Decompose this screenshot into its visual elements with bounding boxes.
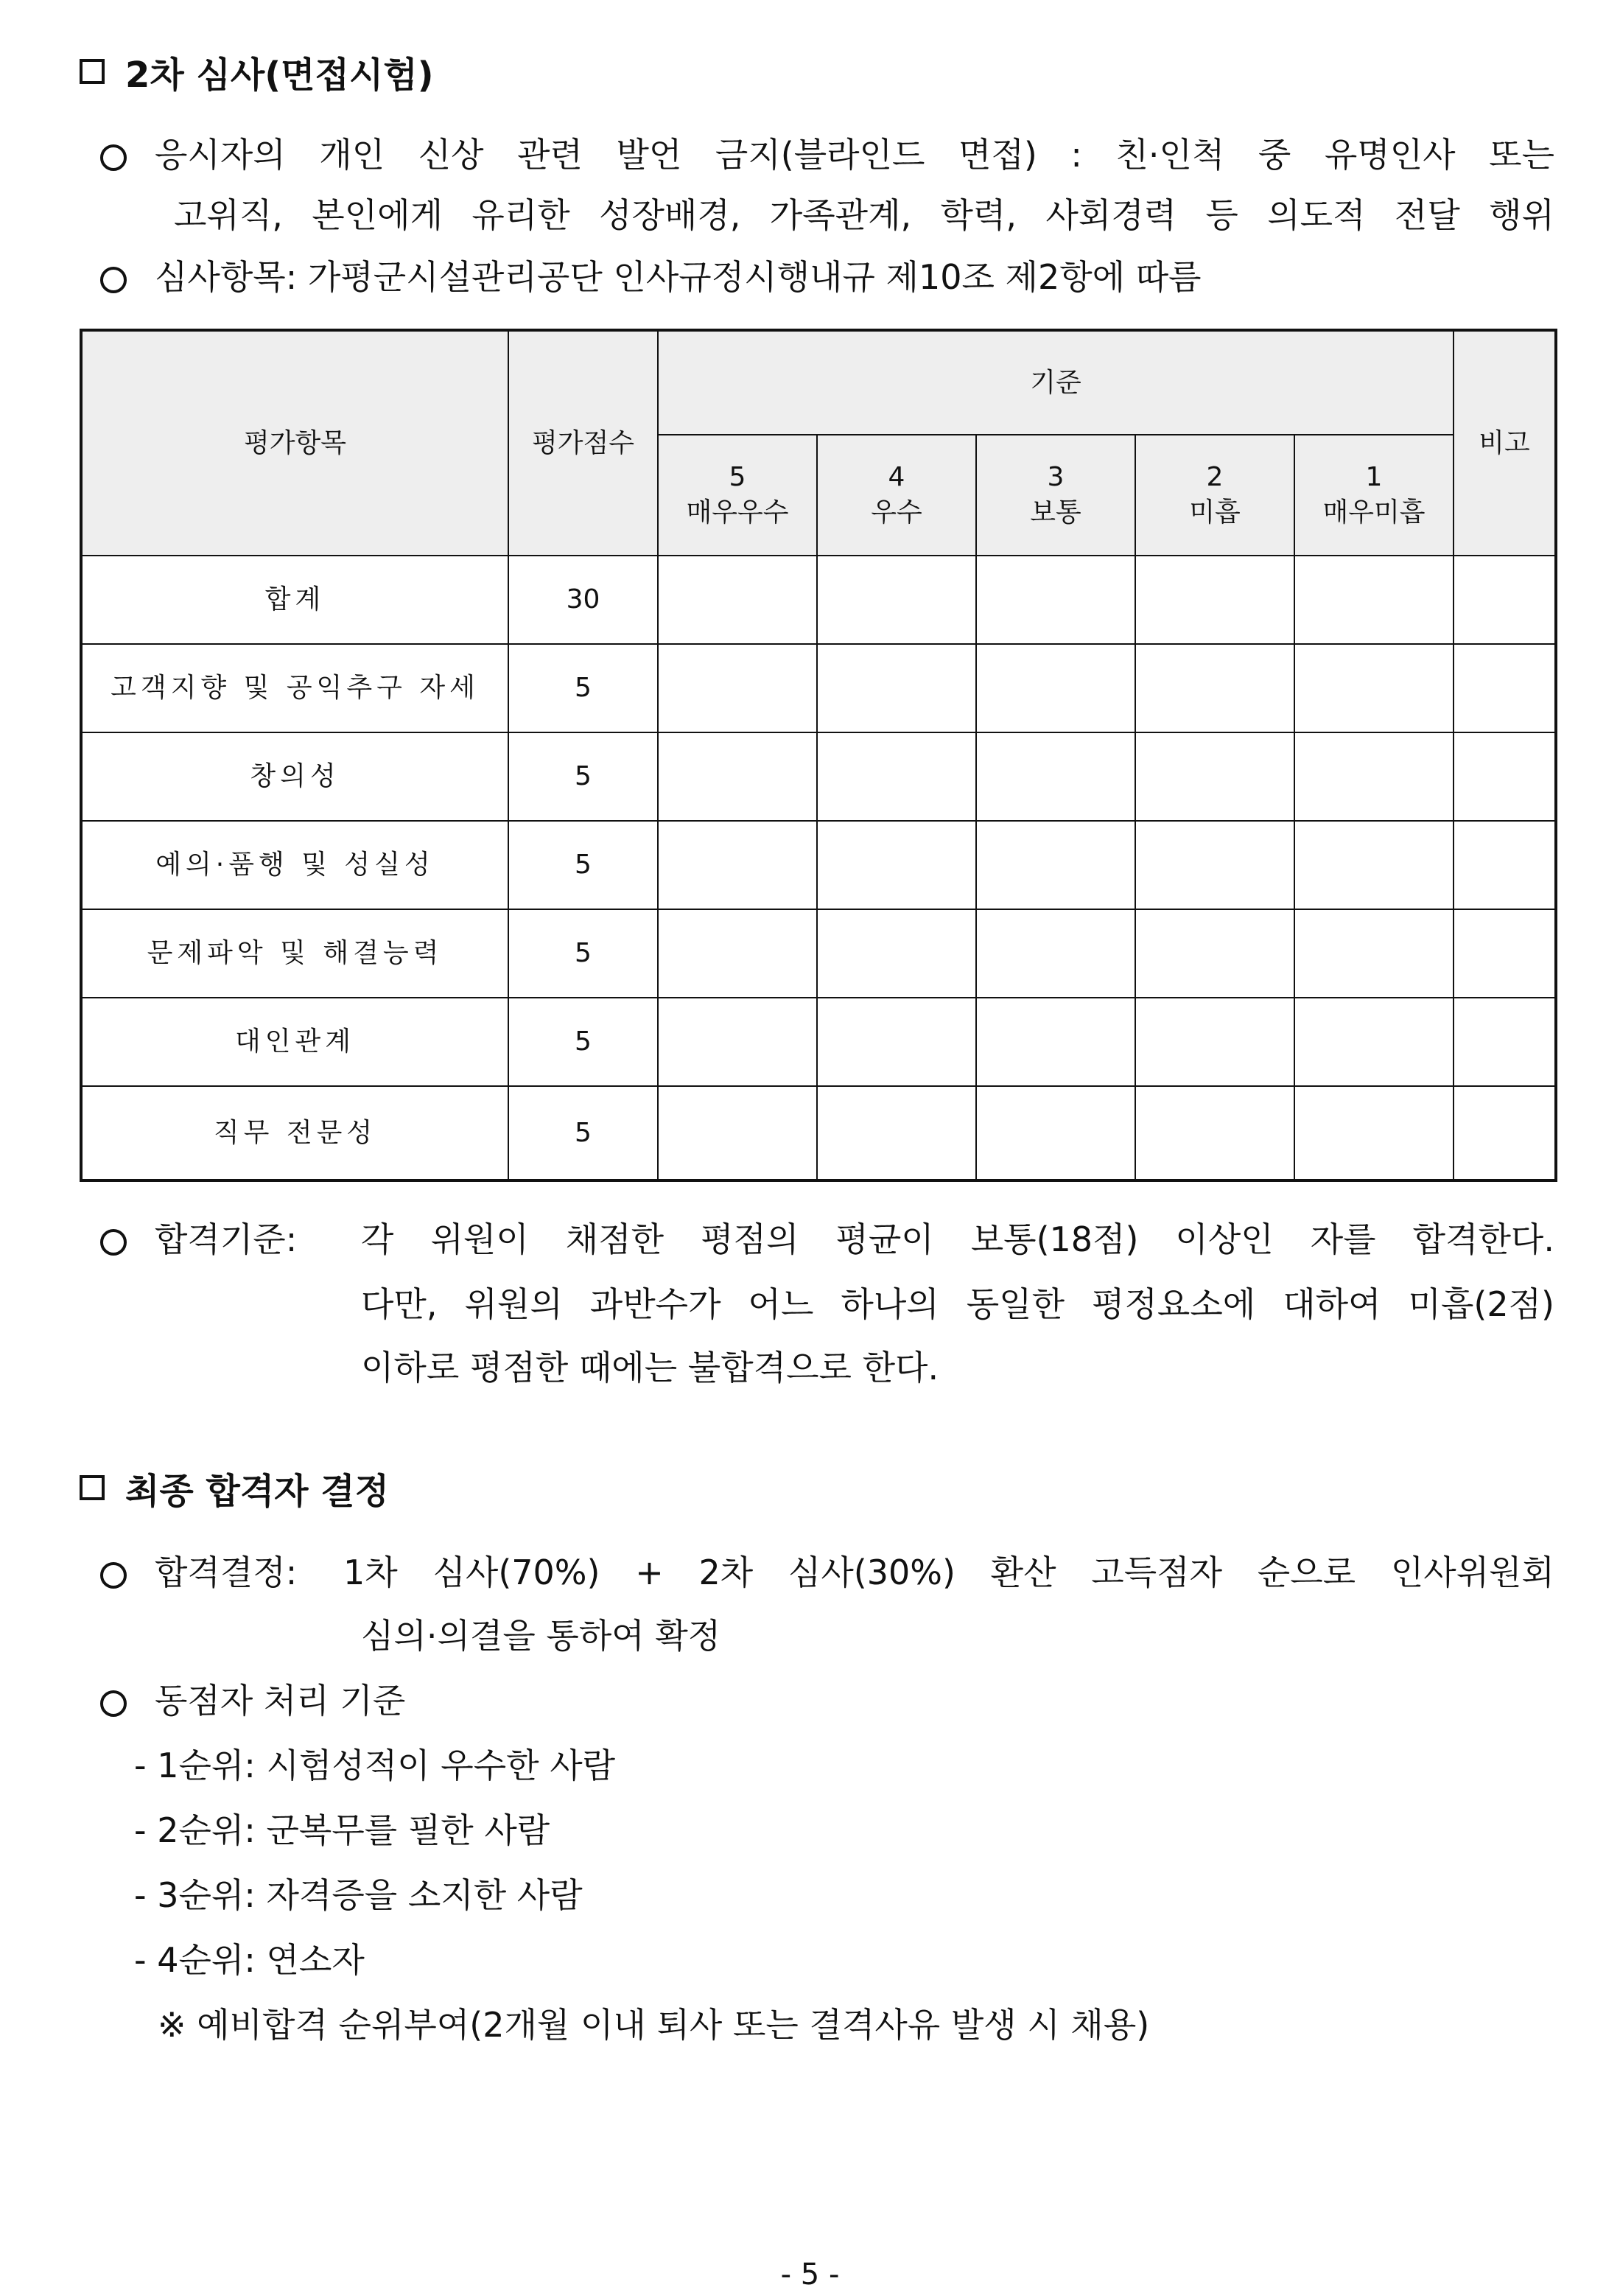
checkbox-square-icon bbox=[80, 1475, 105, 1500]
row-score: 5 bbox=[508, 909, 658, 998]
empty-cell bbox=[976, 909, 1135, 998]
level-header: 3 보통 bbox=[976, 435, 1135, 556]
empty-cell bbox=[976, 821, 1135, 909]
table-row bbox=[81, 1086, 1556, 1180]
row-score: 5 bbox=[508, 644, 658, 732]
table-row bbox=[81, 909, 1556, 998]
tie-break-item: - 1순위: 시험성적이 우수한 사람 bbox=[134, 1746, 616, 1785]
row-item: 문제파악 및 해결능력 bbox=[81, 909, 508, 998]
empty-cell bbox=[1294, 998, 1454, 1086]
page-number: - 5 - bbox=[780, 2258, 840, 2292]
blind-interview-rule-line2: 고위직, 본인에게 유리한 성장배경, 가족관계, 학력, 사회경력 등 의도적 전달 행위 bbox=[174, 195, 1554, 235]
empty-cell bbox=[817, 644, 976, 732]
empty-cell bbox=[658, 644, 817, 732]
pass-criteria-line1: 각 위원이 채점한 평점의 평균이 보통(18점) 이상인 자를 합격한다. bbox=[361, 1219, 1554, 1259]
empty-cell bbox=[1454, 732, 1556, 821]
evaluation-table bbox=[80, 329, 1557, 1182]
row-score: 5 bbox=[508, 998, 658, 1086]
empty-cell bbox=[817, 998, 976, 1086]
circle-bullet-icon bbox=[100, 267, 127, 293]
empty-cell bbox=[1454, 821, 1556, 909]
row-score: 30 bbox=[508, 556, 658, 644]
row-score: 5 bbox=[508, 821, 658, 909]
empty-cell bbox=[817, 1086, 976, 1180]
empty-cell bbox=[1294, 909, 1454, 998]
empty-cell bbox=[1294, 644, 1454, 732]
pass-criteria-line2: 다만, 위원의 과반수가 어느 하나의 동일한 평정요소에 대하여 미흡(2점) bbox=[361, 1284, 1554, 1324]
empty-cell bbox=[658, 1086, 817, 1180]
pass-criteria-line3: 이하로 평점한 때에는 불합격으로 한다. bbox=[361, 1348, 939, 1387]
empty-cell bbox=[1294, 556, 1454, 644]
empty-cell bbox=[1135, 556, 1294, 644]
empty-cell bbox=[1454, 998, 1556, 1086]
row-item: 직무 전문성 bbox=[81, 1086, 508, 1180]
tie-break-item: - 2순위: 군복무를 필한 사람 bbox=[134, 1810, 550, 1850]
empty-cell bbox=[976, 732, 1135, 821]
level-header: 4 우수 bbox=[817, 435, 976, 556]
header-note: 비고 bbox=[1454, 330, 1556, 556]
empty-cell bbox=[817, 909, 976, 998]
level-header: 2 미흡 bbox=[1135, 435, 1294, 556]
empty-cell bbox=[658, 821, 817, 909]
tie-break-item: - 3순위: 자격증을 소지한 사람 bbox=[134, 1875, 583, 1915]
table-row bbox=[81, 998, 1556, 1086]
header-evaluation-item: 평가항목 bbox=[81, 330, 508, 556]
header-evaluation-score: 평가점수 bbox=[508, 330, 658, 556]
level-header: 5 매우우수 bbox=[658, 435, 817, 556]
empty-cell bbox=[1135, 821, 1294, 909]
table-row bbox=[81, 556, 1556, 644]
row-item: 고객지향 및 공익추구 자세 bbox=[81, 644, 508, 732]
empty-cell bbox=[1454, 1086, 1556, 1180]
level-header: 1 매우미흡 bbox=[1294, 435, 1454, 556]
row-item: 합계 bbox=[81, 556, 508, 644]
decision-line1: 1차 심사(70%) + 2차 심사(30%) 환산 고득점자 순으로 인사위원회 bbox=[343, 1553, 1554, 1592]
empty-cell bbox=[1135, 909, 1294, 998]
empty-cell bbox=[1135, 644, 1294, 732]
empty-cell bbox=[1454, 644, 1556, 732]
empty-cell bbox=[658, 556, 817, 644]
row-score: 5 bbox=[508, 1086, 658, 1180]
empty-cell bbox=[658, 998, 817, 1086]
empty-cell bbox=[817, 556, 976, 644]
empty-cell bbox=[976, 998, 1135, 1086]
row-score: 5 bbox=[508, 732, 658, 821]
circle-bullet-icon bbox=[100, 144, 127, 171]
circle-bullet-icon bbox=[100, 1690, 127, 1717]
empty-cell bbox=[976, 556, 1135, 644]
empty-cell bbox=[1135, 998, 1294, 1086]
circle-bullet-icon bbox=[100, 1562, 127, 1589]
section-title-final-decision: 최종 합격자 결정 bbox=[80, 1469, 389, 1513]
evaluation-items-rule: 심사항목: 가평군시설관리공단 인사규정시행내규 제10조 제2항에 따름 bbox=[155, 257, 1202, 297]
empty-cell bbox=[976, 1086, 1135, 1180]
table-row bbox=[81, 821, 1556, 909]
row-item: 창의성 bbox=[81, 732, 508, 821]
header-criteria: 기준 bbox=[658, 330, 1454, 435]
section-title-interview: 2차 심사(면접시험) bbox=[80, 53, 434, 97]
empty-cell bbox=[1454, 556, 1556, 644]
checkbox-square-icon bbox=[80, 59, 105, 84]
empty-cell bbox=[1135, 732, 1294, 821]
circle-bullet-icon bbox=[100, 1229, 127, 1256]
tie-break-item: - 4순위: 연소자 bbox=[134, 1940, 365, 1980]
tie-break-title: 동점자 처리 기준 bbox=[155, 1681, 406, 1721]
empty-cell bbox=[658, 909, 817, 998]
empty-cell bbox=[817, 732, 976, 821]
pass-criteria-label: 합격기준: bbox=[155, 1219, 298, 1259]
table-row bbox=[81, 644, 1556, 732]
table-row bbox=[81, 732, 1556, 821]
empty-cell bbox=[1294, 821, 1454, 909]
empty-cell bbox=[817, 821, 976, 909]
empty-cell bbox=[1294, 732, 1454, 821]
decision-label: 합격결정: bbox=[155, 1553, 298, 1592]
reserve-pass-note: ※ 예비합격 순위부여(2개월 이내 퇴사 또는 결격사유 발생 시 채용) bbox=[158, 2005, 1150, 2045]
row-item: 대인관계 bbox=[81, 998, 508, 1086]
empty-cell bbox=[976, 644, 1135, 732]
row-item: 예의·품행 및 성실성 bbox=[81, 821, 508, 909]
empty-cell bbox=[1454, 909, 1556, 998]
blind-interview-rule-line1: 응시자의 개인 신상 관련 발언 금지(블라인드 면접) : 친·인척 중 유명인사 또는 bbox=[155, 135, 1554, 175]
empty-cell bbox=[658, 732, 817, 821]
empty-cell bbox=[1294, 1086, 1454, 1180]
empty-cell bbox=[1135, 1086, 1294, 1180]
decision-line2: 심의·의결을 통하여 확정 bbox=[361, 1616, 721, 1656]
